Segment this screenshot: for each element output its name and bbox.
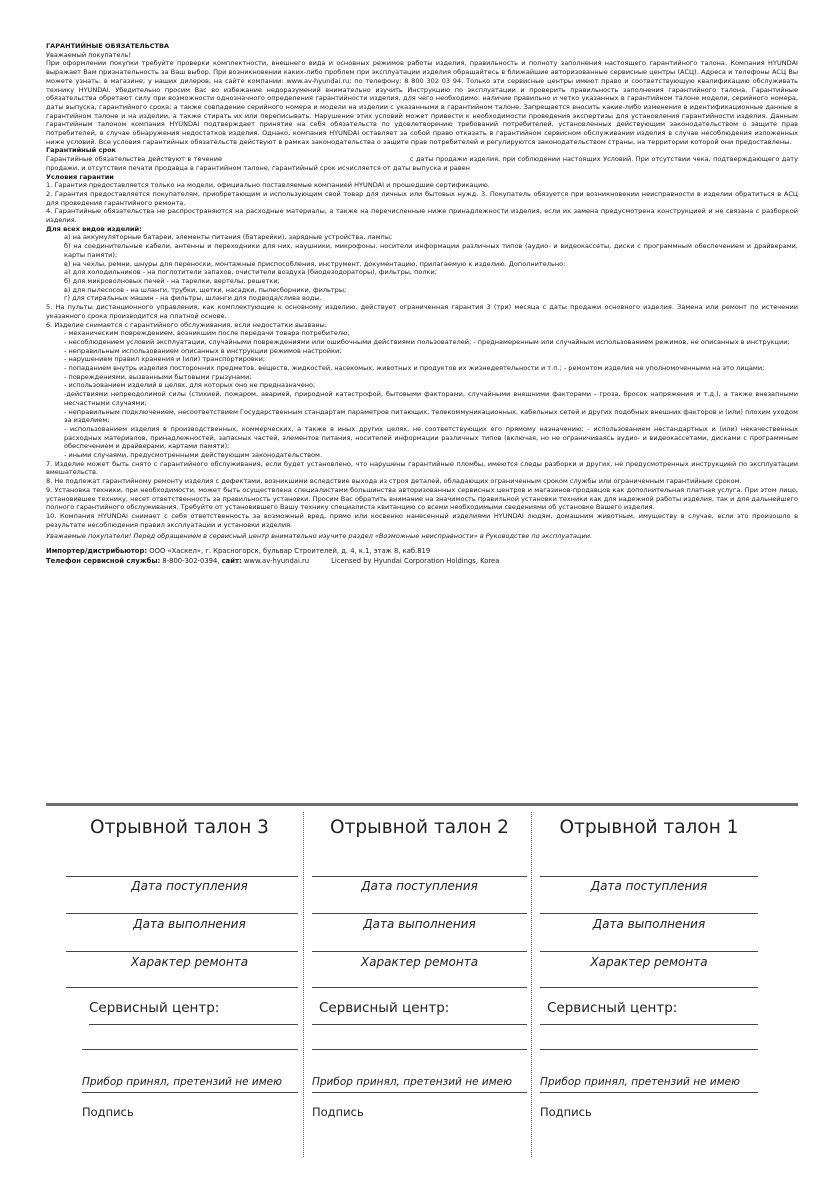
field-line [540, 987, 758, 988]
term-paragraph: Гарантийные обязательства действуют в течение с даты продажи изделия, при соблюдении настоящих Условий. При отсутствии чека, подтверждающего дату продажи, и отсутствия печати продавца в гарантийном талоне, гарантийный срок исчисляется от даты выпуска и равен [46, 155, 801, 172]
list-item: г) для стиральных машин - на фильтры, шланги для подвода/слива воды. [64, 294, 322, 303]
importer-value: ООО «Хаскел», г. Красногорск, бульвар Строителей, д. 4, к.1, этаж 8, каб.819 [147, 547, 431, 556]
phone-value: 8-800-302-0394, [160, 556, 222, 565]
warranty-document [46, 42, 801, 566]
condition-1: 1. Гарантия предоставляется только на модели, официально поставляемые компанией HYUNDAI и прошедшие сертификацию. [46, 181, 490, 190]
repair-label: Характер ремонта [130, 955, 249, 969]
field-line [540, 1049, 758, 1050]
exclusion-item: - нарушением правил хранения и (или) транспортировки; [64, 355, 266, 364]
contacts-block [46, 547, 798, 566]
exclusion-item: - иными случаями, предусмотренными действующим законодательством. [64, 451, 323, 460]
service-center-label: Сервисный центр: [547, 1000, 678, 1016]
accepted-label: Прибор принял, претензий не имею [312, 1076, 512, 1088]
intro-paragraph: При оформлении покупки требуйте проверки комплектности, внешнего вида и основных режимов работы изделия, правильность и полноту заполнения настоящего гарантийного талона. Компания HYUNDAI выражает Вам признательность за Ваш выбор. При возникновении каких-либо проблем при эксплуатации изделия обращайтесь в ближайшие авторизованные сервисные центры (АСЦ). Адреса и телефоны АСЦ Вы можете узнать: в магазине; у наших дилеров; на сайте компании: www.av-hyundai.ru; по телефону: 8 800 302 03 94. Только эти сервисные центры имеют право и соответствующую квалификацию обслуживать технику HYUNDAI. Убедительно просим Вас во избежание недоразумений внимательно изучить Инструкцию по эксплуатации и проверить правильность заполнения гарантийного талона. Гарантийные обязательства обретают силу при возможности однозначного определения гарантийности изделия, для чего необходимо: наличие правильно и четко указанных в гарантийном талоне модели, серийного номера, даты выпуска, гарантийного срока; а также совпадение серийного номера и модели на изделии с указанными в гарантийном талоне. Запрещается вносить какие-либо изменения в идентификационные данные в гарантийном талоне и на изделии, а также стирать их или переписывать. Нарушение этих условий может привести к необходимости проведения экспертизы для установления гарантийности изделия. Данным гарантийным талоном компания HYUNDAI подтверждает принятие на себя обязательств по удовлетворению требований потребителей, установленных действующим законодательством о защите прав потребителей, в случае обнаружения недостатков изделия. Однако, компания HYUNDAI оставляет за собой право отказать в гарантийном сервисном обслуживании изделия в случае несоблюдения изложенных ниже условий. Все условия гарантийных обязательств действуют в рамках законодательства о защите прав потребителей и регулируются законодательством страны, на территории которой они предоставлены. [46, 59, 798, 146]
site-label: сайт: [221, 556, 242, 565]
conditions-heading: Условия гарантии [46, 172, 114, 181]
list-item: в) для пылесосов - на шланги, трубки, щетки, насадки, пылесборники, фильтры; [64, 285, 347, 294]
signature-label: Подпись [540, 1105, 592, 1119]
list-item: б) на соединительные кабели, антенны и переходники для них, наушники, микрофоны, носители информации различных типов (аудио- и видеокассеты, диски с программным обеспечением и драйверами, карты памяти); [64, 242, 798, 259]
accepted-label: Прибор принял, претензий не имею [82, 1076, 282, 1088]
field-line [312, 987, 527, 988]
service-center-label: Сервисный центр: [319, 1000, 450, 1016]
condition-2: 2. Гарантия предоставляется покупателям, приобретающим и использующим свой товар для личных или бытовых нужд. 3. Покупатель обязуется при возникновении неисправности в изделии обратиться в АСЦ для проведения гарантийного ремонта. [46, 189, 798, 207]
accepted-label: Прибор принял, претензий не имею [540, 1076, 740, 1088]
signature-label: Подпись [82, 1105, 134, 1119]
field-line [82, 1049, 298, 1050]
phone-line [46, 557, 798, 567]
greeting: Уважаемый покупатель! [46, 50, 132, 59]
condition-8: 8. Не подлежат гарантийному ремонту изделия с дефектами, возникшими вследствие выхода из строя деталей, обладающих ограниченным сроком службы или ограниченным гарантийным сроком. [46, 477, 742, 486]
service-center-label: Сервисный центр: [89, 1000, 220, 1016]
date-done-label: Дата выполнения [363, 917, 476, 931]
condition-7: 7. Изделие может быть снято с гарантийного обслуживания, если будет установлено, что нарушены гарантийные пломбы, имеются следы разборки и других, не предусмотренных инструкцией по эксплуатации вмешательств. [46, 459, 798, 477]
condition-4: 4. Гарантийные обязательства не распространяются на расходные материалы, а также на перечисленные ниже принадлежности изделия, если их замена предусмотрена конструкцией и не связана с разборкой изделия. [46, 207, 798, 225]
field-line [540, 1024, 758, 1025]
field-line [66, 987, 298, 988]
exclusion-item: - механическим повреждением, возникшим после передачи товара потребителю; [64, 329, 350, 338]
tear-off-coupon-1 [540, 812, 758, 1152]
field-line [89, 1024, 298, 1025]
importer-line [46, 547, 798, 557]
exclusion-item: - попаданием внутрь изделия посторонних предметов, веществ, жидкостей, насекомых, животных и продуктов их жизнедеятельности и т.п.; - ремонтом изделия не уполномоченными на это лицами; [64, 364, 765, 373]
phone-label: Телефон сервисной службы: [46, 556, 161, 565]
site-value: www.av-hyundai.ru [241, 556, 310, 565]
field-line [312, 913, 527, 914]
repair-label: Характер ремонта [360, 955, 479, 969]
field-line [312, 1092, 527, 1093]
exclusion-item: -действиями непреодолимой силы (стихией, пожаром, аварией, природной катастрофой, бытовыми факторами, случайными внешними факторами - гроза, бросок напряжения и т.д.), а также внезапными несчастными случаями; [64, 390, 798, 407]
field-line [312, 951, 527, 952]
service-note: Уважаемые покупатели! Перед обращением в сервисный центр внимательно изучите раздел «Возможные неисправности» в Руководстве по эксплуатации. [46, 532, 593, 541]
date-done-label: Дата выполнения [592, 917, 706, 931]
condition-6: 6. Изделие снимается с гарантийного обслуживания, если недостатки вызваны: [46, 320, 327, 329]
list-item: б) для микроволновых печей - на тарелки, вертелы, решетки; [64, 276, 280, 285]
coupon-title: Отрывной талон 3 [90, 817, 269, 838]
license-text: Licensed by Hyundai Corporation Holdings, Korea [331, 556, 500, 565]
importer-label: Импортер/дистрибьютор: [46, 547, 148, 556]
coupons-top-rule [46, 803, 798, 806]
date-in-label: Дата поступления [361, 879, 478, 893]
exclusion-item: - неправильным использованием описанных в инструкции режимов настройки; [64, 346, 342, 355]
date-done-label: Дата выполнения [133, 917, 246, 931]
condition-9: 9. Установка техники, при необходимости, может быть осуществлена специалистами большинства авторизованных сервисных центров и магазинов-продавцов как дополнительная платная услуга. При этом лицо, установившее технику, несет ответственность за правильность установки. Просим Вас обратить внимание на значимость правильной установки техники как для надежной работы изделия, так и для дальнейшего полного гарантийного обслуживания. Требуйте от установившего Вашу технику специалиста квитанцию со всеми необходимыми сведениями об установке Вашего изделия. [46, 485, 798, 512]
field-line [312, 1049, 527, 1050]
field-line [312, 1024, 527, 1025]
exclusion-item: - использованием изделия в производственных, коммерческих, а также в иных других целях, не соответствующих его прямому назначению; - использованием нестандартных и (или) некачественных расходных материалов, принадлежностей, запасных частей, элементов питания, носителей информации различных типов (включая, но не ограничиваясь аудио- и видеокассетами, дисками с программным обеспечением и драйверами, картами памяти); [64, 424, 798, 451]
list-item: в) на чехлы, ремни, шнуры для переноски, монтажные приспособления, инструмент, документацию, прилагаемую к изделию. Дополнительно: [64, 259, 566, 268]
exclusion-item: - неправильным подключением, несоответствием Государственным стандартам параметров питающих, телекоммуникационных, кабельных сетей и других подобных внешних факторов и (или) плохим уходом за изделием; [64, 407, 798, 425]
exclusion-item: - несоблюдением условий эксплуатации, случайными повреждениями или ошибочными действиями пользователей; - преднамеренным или случайным использованием режимов, не описанных в инструкции; [64, 337, 790, 346]
term-heading: Гарантийный срок [46, 146, 117, 155]
repair-label: Характер ремонта [590, 955, 708, 969]
field-line [540, 951, 758, 952]
tear-line[interactable] [531, 812, 532, 1157]
tear-off-coupon-2 [312, 812, 527, 1152]
field-line [540, 876, 758, 877]
field-line [66, 913, 298, 914]
warranty-text [46, 42, 801, 541]
signature-label: Подпись [312, 1105, 364, 1119]
field-line [66, 951, 298, 952]
tear-off-coupon-3 [82, 812, 297, 1152]
list-item: а) для холодильников - на поглотители запахов, очистители воздуха (биодезодораторы), фильтры, полки; [64, 268, 437, 277]
field-line [82, 1092, 298, 1093]
all-types-heading: Для всех видов изделий: [46, 224, 142, 233]
doc-title: ГАРАНТИЙНЫЕ ОБЯЗАТЕЛЬСТВА [46, 42, 170, 50]
condition-5: 5. На пульты дистанционного управления, как комплектующие к основному изделию, действует ограниченная гарантия 3 (три) месяца с даты продажи основного изделия. Замена или ремонт по истечении указанного срока производится на платной основе. [46, 303, 798, 320]
tear-line[interactable] [303, 812, 304, 1157]
coupon-title: Отрывной талон 2 [330, 817, 509, 838]
field-line [66, 876, 298, 877]
coupon-title: Отрывной талон 1 [559, 817, 739, 838]
exclusion-item: - повреждениями, вызванными бытовыми грызунами; [64, 372, 252, 381]
exclusion-item: - использованием изделий в целях, для которых оно не предназначено; [64, 381, 316, 390]
date-in-label: Дата поступления [131, 879, 248, 893]
condition-10: 10. Компания HYUNDAI снимает с себя ответственность за возможный вред, прямо или косвенно нанесенный изделиями HYUNDAI людям, домашним животным, имуществу в случае, если это произошло в результате несоблюдения правил эксплуатации и установки изделия. [46, 511, 798, 529]
field-line [540, 913, 758, 914]
date-in-label: Дата поступления [590, 879, 708, 893]
field-line [312, 876, 527, 877]
list-item: а) на аккумуляторные батареи, элементы питания (батарейки), зарядные устройства, лампы; [64, 233, 393, 242]
field-line [540, 1092, 758, 1093]
